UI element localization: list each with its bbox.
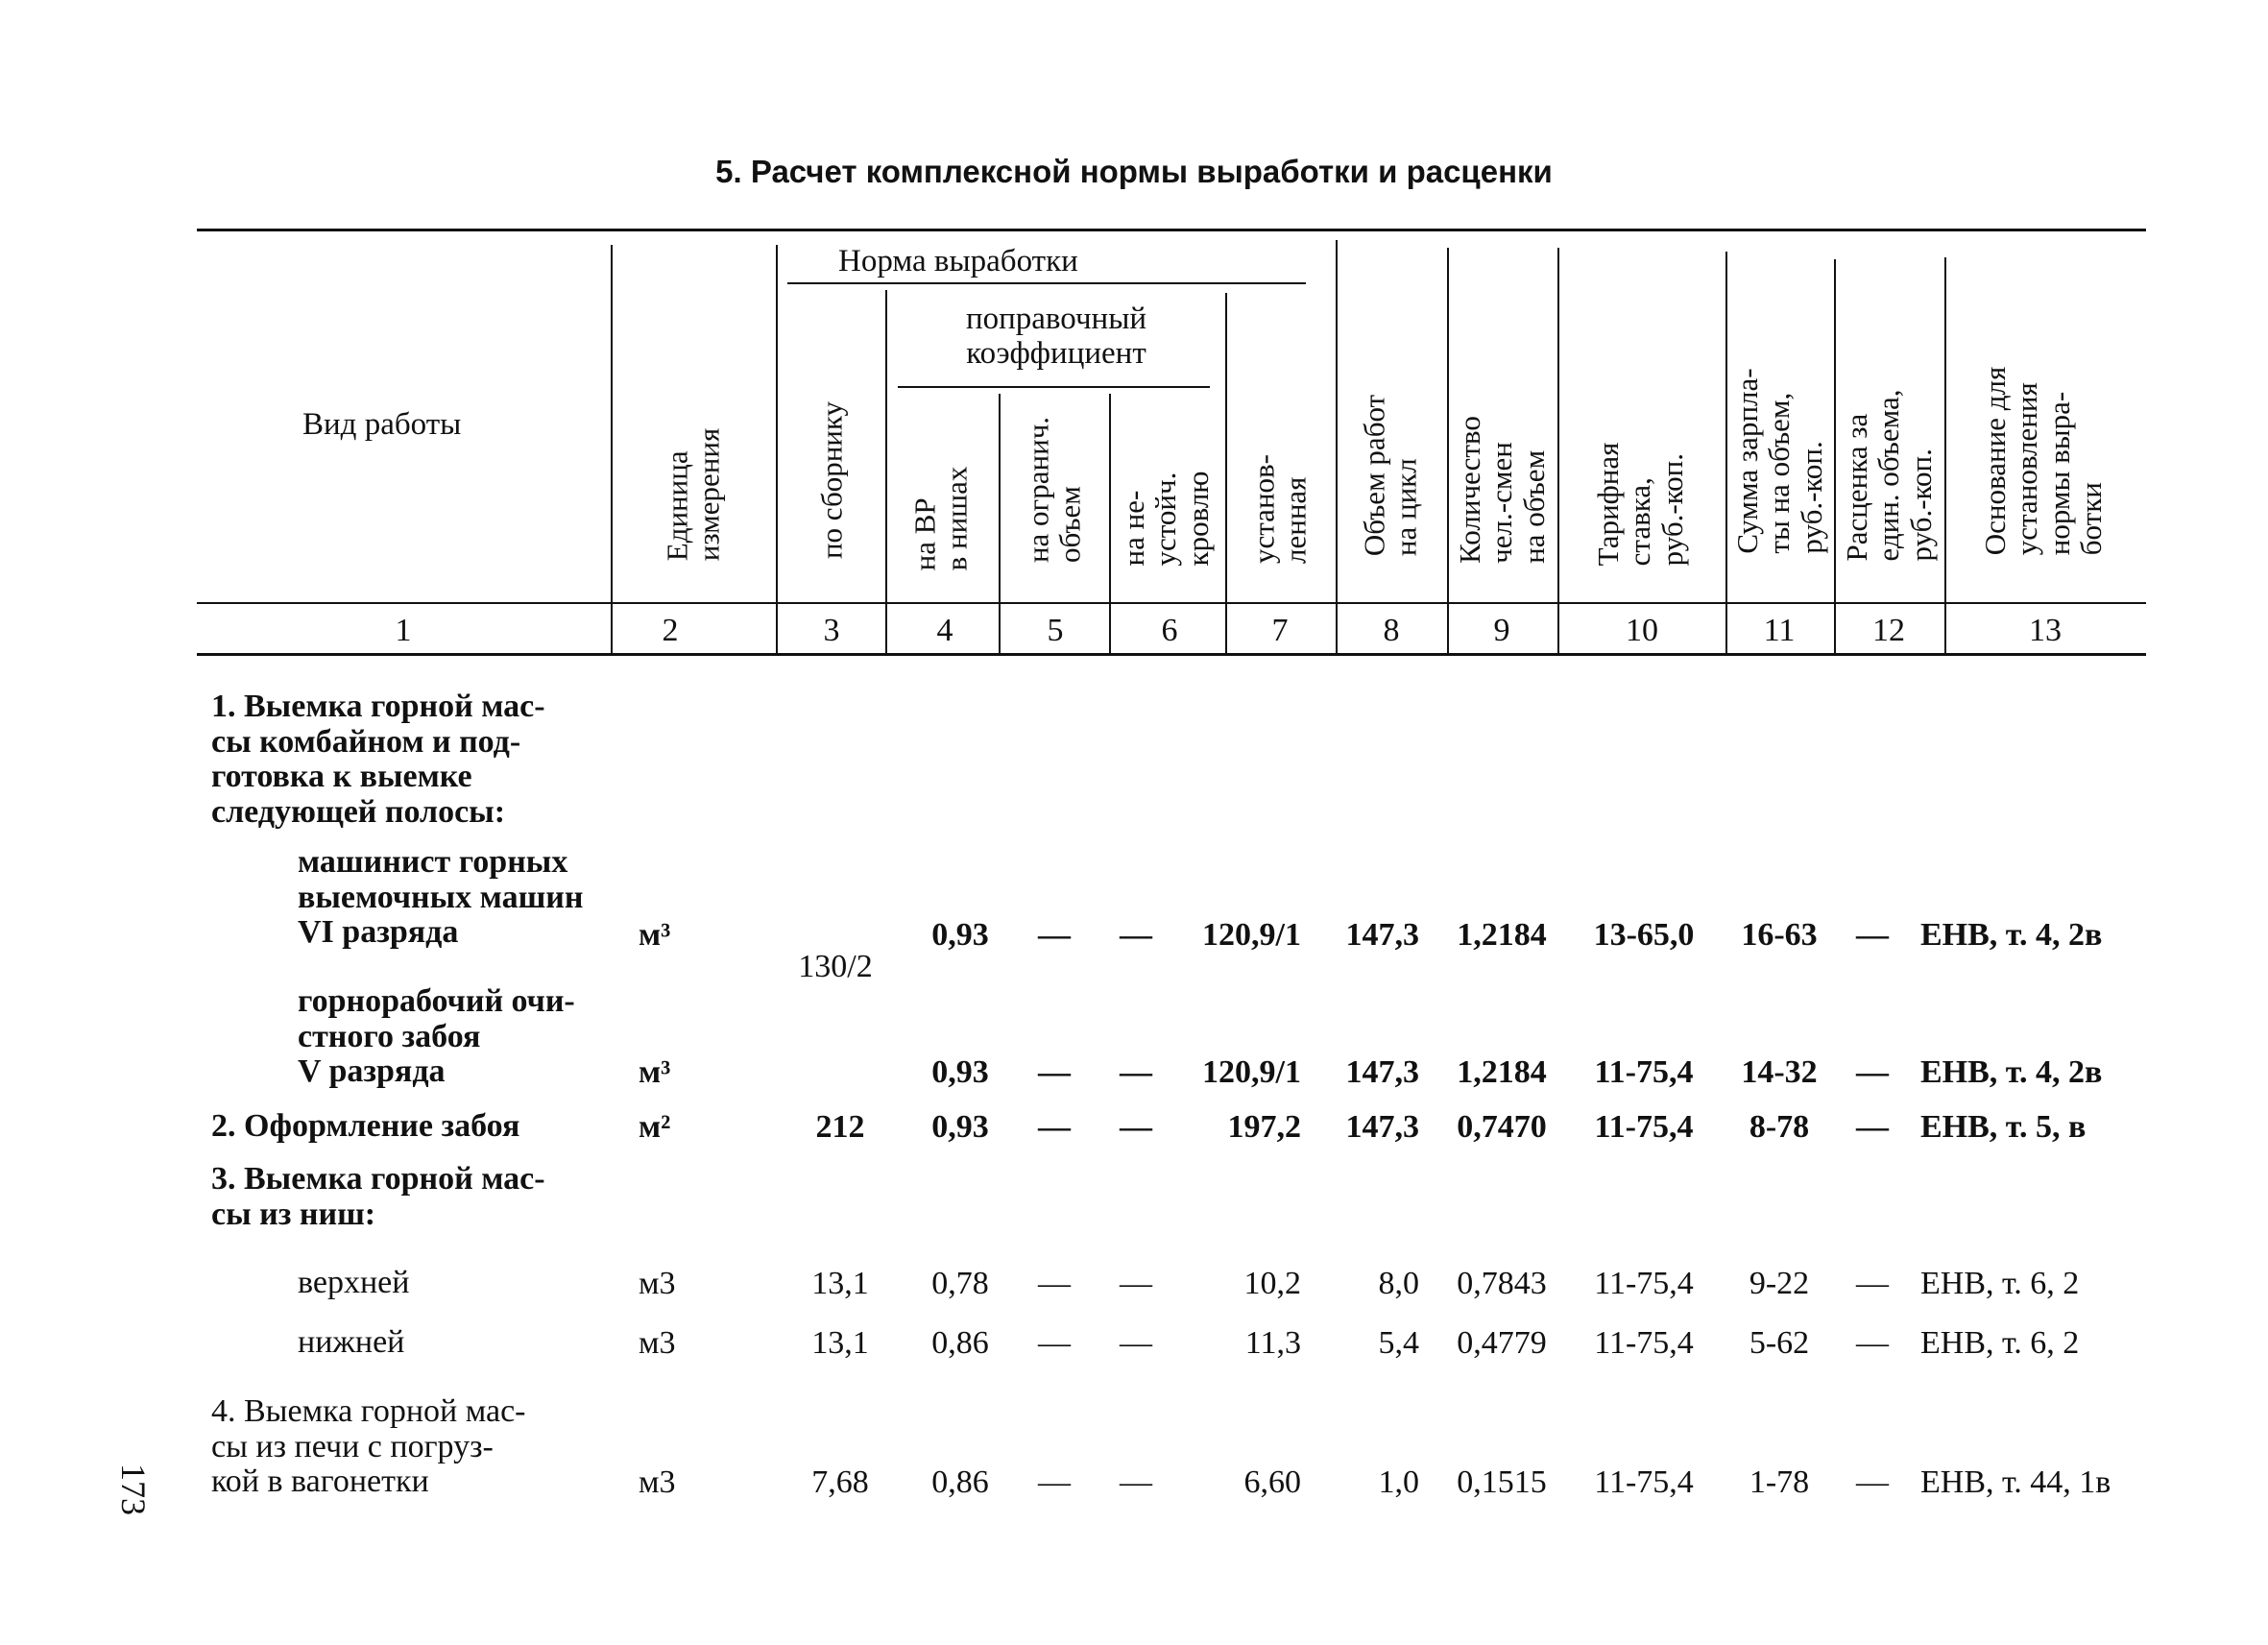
cell-osn: ЕНВ, т. 4, 2в xyxy=(1920,917,2103,953)
cell-neust: — xyxy=(1120,1325,1152,1361)
cell-kol: 0,7470 xyxy=(1457,1109,1547,1145)
col-number: 5 xyxy=(1047,613,1064,648)
page-number: 173 xyxy=(114,1464,153,1515)
norma-underline xyxy=(787,282,1306,284)
vline-6 xyxy=(1225,293,1227,653)
cell-sbornik: 13,1 xyxy=(811,1266,869,1301)
cell-vr: 0,78 xyxy=(931,1266,989,1301)
cell-ust: 11,3 xyxy=(1244,1325,1301,1361)
work-item-1-sub-2: горнорабочий очи- стного забоя V разряда xyxy=(298,983,575,1090)
cell-vr: 0,86 xyxy=(931,1464,989,1500)
cell-rasc: — xyxy=(1856,1266,1889,1301)
cell-unit: м3 xyxy=(639,1464,676,1500)
header-tarifnaya: Тарифная ставка, руб.-коп. xyxy=(1590,442,1689,567)
col-number: 3 xyxy=(823,613,840,648)
cell-osn: ЕНВ, т. 5, в xyxy=(1920,1109,2087,1145)
cell-tarif: 11-75,4 xyxy=(1594,1325,1694,1361)
col-number: 8 xyxy=(1383,613,1400,648)
header-rascenka: Расценка за един. объема, руб.-коп. xyxy=(1839,389,1938,562)
cell-neust: — xyxy=(1120,1464,1152,1500)
cell-osn: ЕНВ, т. 44, 1в xyxy=(1920,1464,2111,1500)
header-obem-rabot: Объем работ на цикл xyxy=(1357,394,1423,557)
vline-2 xyxy=(776,245,778,653)
work-item-1: 1. Выемка горной мас- сы комбайном и под- готовка к выемке следующей полосы: xyxy=(211,689,545,831)
col-number: 7 xyxy=(1271,613,1289,648)
vline-4 xyxy=(999,394,1001,653)
cell-rasc: — xyxy=(1856,1054,1889,1090)
cell-summa: 1-78 xyxy=(1749,1464,1810,1500)
cell-ust: 10,2 xyxy=(1243,1266,1301,1301)
cell-vr: 0,93 xyxy=(931,1109,989,1145)
col-number: 12 xyxy=(1872,613,1905,648)
cell-rasc: — xyxy=(1856,1464,1889,1500)
cell-sbornik: 7,68 xyxy=(811,1464,869,1500)
vline-3 xyxy=(885,290,887,653)
header-na-neustoich: на не- устойч. кровлю xyxy=(1116,471,1215,567)
header-osnovanie: Основание для установления нормы выра- ботки xyxy=(1978,366,2109,556)
cell-ogr: — xyxy=(1038,1109,1071,1145)
cell-unit: м³ xyxy=(639,1054,671,1090)
cell-kol: 1,2184 xyxy=(1457,1054,1547,1090)
header-summa: Сумма зарпла- ты на объем, руб.-коп. xyxy=(1729,368,1828,554)
vline-5 xyxy=(1109,394,1111,653)
col-number: 10 xyxy=(1626,613,1658,648)
colnum-bottom-rule xyxy=(197,653,2146,656)
cell-summa: 16-63 xyxy=(1741,917,1818,953)
vline-12 xyxy=(1944,257,1946,653)
cell-kol: 0,1515 xyxy=(1457,1464,1547,1500)
header-bottom-rule xyxy=(197,602,2146,604)
cell-kol: 0,4779 xyxy=(1457,1325,1547,1361)
work-item-3: 3. Выемка горной мас- сы из ниш: xyxy=(211,1161,545,1232)
header-na-vr: на ВР в нишах xyxy=(907,466,974,571)
cell-unit: м³ xyxy=(639,917,671,953)
col-number: 11 xyxy=(1763,613,1796,648)
cell-ust: 197,2 xyxy=(1227,1109,1301,1145)
cell-unit: м3 xyxy=(639,1325,676,1361)
cell-ust: 120,9/1 xyxy=(1202,917,1301,953)
cell-ogr: — xyxy=(1038,1266,1071,1301)
work-item-3-sub-1: верхней xyxy=(298,1265,410,1300)
col-number: 4 xyxy=(936,613,953,648)
cell-obem: 147,3 xyxy=(1345,917,1419,953)
cell-obem: 147,3 xyxy=(1345,1109,1419,1145)
cell-tarif: 11-75,4 xyxy=(1594,1054,1694,1090)
cell-kol: 0,7843 xyxy=(1457,1266,1547,1301)
cell-ust: 120,9/1 xyxy=(1202,1054,1301,1090)
cell-tarif: 13-65,0 xyxy=(1593,917,1695,953)
cell-summa: 9-22 xyxy=(1749,1266,1810,1301)
cell-tarif: 11-75,4 xyxy=(1594,1464,1694,1500)
cell-rasc: — xyxy=(1856,1109,1889,1145)
cell-osn: ЕНВ, т. 6, 2 xyxy=(1920,1266,2080,1301)
cell-unit: м3 xyxy=(639,1266,676,1301)
work-item-2: 2. Оформление забоя xyxy=(211,1108,520,1144)
cell-tarif: 11-75,4 xyxy=(1594,1266,1694,1301)
cell-tarif: 11-75,4 xyxy=(1594,1109,1694,1145)
cell-ogr: — xyxy=(1038,1325,1071,1361)
cell-obem: 147,3 xyxy=(1345,1054,1419,1090)
cell-neust: — xyxy=(1120,917,1152,953)
header-vid-raboty: Вид работы xyxy=(302,407,462,442)
cell-rasc: — xyxy=(1856,1325,1889,1361)
cell-summa: 8-78 xyxy=(1749,1109,1810,1145)
cell-neust: — xyxy=(1120,1054,1152,1090)
cell-vr: 0,93 xyxy=(931,917,989,953)
work-item-1-sub-1: машинист горных выемочных машин VI разряда xyxy=(298,844,584,951)
popravochny-underline xyxy=(898,386,1210,388)
cell-sbornik: 212 xyxy=(815,1109,865,1145)
vline-7 xyxy=(1336,240,1338,653)
cell-vr: 0,93 xyxy=(931,1054,989,1090)
header-po-sborniku: по сборнику xyxy=(814,400,849,560)
header-kolichestvo: Количество чел.-смен на объем xyxy=(1452,416,1551,564)
col-number: 2 xyxy=(662,613,679,648)
cell-vr: 0,86 xyxy=(931,1325,989,1361)
sbornik-shared-value: 130/2 xyxy=(798,949,873,984)
cell-rasc: — xyxy=(1856,917,1889,953)
col-number: 9 xyxy=(1493,613,1510,648)
vline-8 xyxy=(1447,248,1449,653)
vline-11 xyxy=(1834,259,1836,653)
cell-neust: — xyxy=(1120,1109,1152,1145)
header-ustanovlennaya: установ- ленная xyxy=(1246,454,1313,564)
table-title: 5. Расчет комплексной нормы выработки и расценки xyxy=(715,154,1553,189)
cell-osn: ЕНВ, т. 4, 2в xyxy=(1920,1054,2103,1090)
vline-9 xyxy=(1557,248,1559,653)
header-na-ogranich: на огранич. объем xyxy=(1021,416,1087,564)
cell-kol: 1,2184 xyxy=(1457,917,1547,953)
cell-obem: 1,0 xyxy=(1378,1464,1419,1500)
header-norma-vyrabotki: Норма выработки xyxy=(838,244,1078,278)
cell-obem: 5,4 xyxy=(1378,1325,1419,1361)
cell-summa: 5-62 xyxy=(1749,1325,1810,1361)
cell-osn: ЕНВ, т. 6, 2 xyxy=(1920,1325,2080,1361)
vline-1 xyxy=(611,245,613,653)
vline-10 xyxy=(1725,252,1727,653)
cell-neust: — xyxy=(1120,1266,1152,1301)
cell-sbornik: 13,1 xyxy=(811,1325,869,1361)
work-item-4: 4. Выемка горной мас- сы из печи с погруз- кой в вагонетки xyxy=(211,1393,526,1500)
top-rule xyxy=(197,229,2146,231)
cell-ogr: — xyxy=(1038,917,1071,953)
cell-obem: 8,0 xyxy=(1378,1266,1419,1301)
work-item-3-sub-2: нижней xyxy=(298,1324,405,1360)
header-edinica: Единица измерения xyxy=(660,427,726,562)
cell-summa: 14-32 xyxy=(1741,1054,1818,1090)
col-number: 1 xyxy=(395,613,412,648)
cell-ust: 6,60 xyxy=(1243,1464,1301,1500)
cell-ogr: — xyxy=(1038,1054,1071,1090)
header-popravochny: поправочный коэффициент xyxy=(965,302,1147,371)
cell-unit: м² xyxy=(639,1109,671,1145)
col-number: 6 xyxy=(1161,613,1178,648)
cell-ogr: — xyxy=(1038,1464,1071,1500)
col-number: 13 xyxy=(2029,613,2062,648)
